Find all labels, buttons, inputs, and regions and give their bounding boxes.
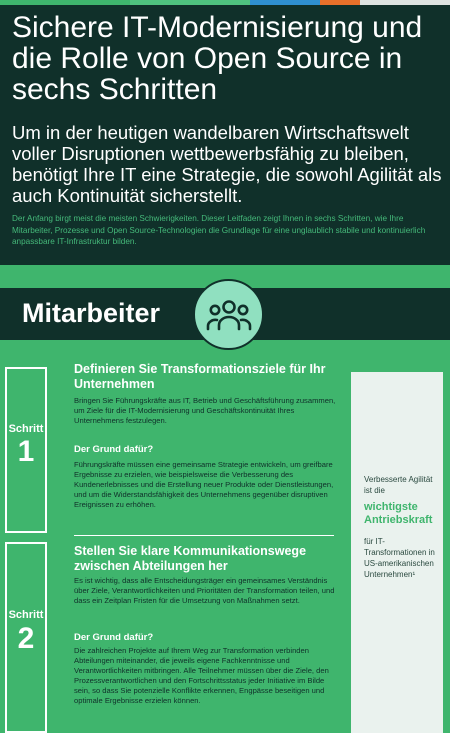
stat-card-intro: Verbesserte Agilität ist die (364, 475, 433, 495)
step-2-why-text: Die zahlreichen Projekte auf Ihrem Weg zur Transformation verbinden Abteilungen miteinander, die jeweils eigene Fachkenntnisse und Verantwortlichkeiten mitbringen. Alle Teilnehmer müssen über die Ziele, den Prozessverantwortlichen und den Fortschrittsstatus jeder Initiative im Bilde sein, so dass Sie potenzielle Konflikte erkennen, Engpässe beseitigen und optimale Ergebnisse erzielen können. (74, 646, 329, 705)
step-2-label: Schritt (8, 609, 44, 621)
step-1-why-text: Führungskräfte müssen eine gemeinsame Strategie entwickeln, um greifbare Ergebnisse zu erzielen, wie beispielsweise die Verbesserung des Kundenerlebnisses und die Erstellung neuer Produkte oder Dienstleistungen, und um die Widerstandsfähigkeit des Unternehmens gegenüber disruptiven Ereignissen zu erhöhen. (74, 460, 334, 509)
hero-intro: Der Anfang birgt meist die meisten Schwierigkeiten. Dieser Leitfaden zeigt Ihnen in sechs Schritten, wie Ihre Mitarbeiter, Prozesse und Open Source-Technologien die Grundlage für eine unglaublich stabile und kontinuierlich anpassbare IT-Infrastruktur bilden. (12, 214, 426, 246)
step-divider (74, 535, 334, 536)
step-2-why-heading: Der Grund dafür? (74, 632, 154, 643)
stat-card-detail: für IT-Transformationen in US-amerikanischen Unternehmen¹ (364, 537, 435, 579)
step-1-text: Bringen Sie Führungskräfte aus IT, Betrieb und Geschäftsführung zusammen, um Ziele für die IT-Modernisierung und Geschäftskontinuität Ihres Unternehmens festzulegen. (74, 396, 336, 425)
step-1-badge (5, 367, 47, 533)
people-icon (193, 279, 264, 350)
step-2-badge (5, 542, 47, 733)
step-1-title: Definieren Sie Transformationsziele für Ihr Unternehmen (74, 362, 326, 391)
hero-subtitle: Um in der heutigen wandelbaren Wirtschaftswelt voller Disruptionen wettbewerbsfähig zu bleiben, benötigt Ihre IT eine Strategie, die sowohl Agilität als auch Kontinuität sicherstellt. (12, 122, 442, 206)
step-2-number: 2 (17, 622, 35, 655)
section-title: Mitarbeiter (22, 298, 161, 328)
step-1-label: Schritt (8, 423, 44, 435)
step-2-title: Stellen Sie klare Kommunikationswege zwischen Abteilungen her (74, 544, 307, 573)
step-1-number: 1 (17, 435, 35, 468)
step-2-text: Es ist wichtig, dass alle Entscheidungsträger ein gemeinsames Verständnis über Ziele, Verantwortlichkeiten und Prioritäten der Transformation teilen, und dass ein Zeitplan Fristen für die Umsetzung von Maßnahmen setzt. (74, 576, 335, 605)
step-1-why-heading: Der Grund dafür? (74, 444, 154, 455)
stat-card-highlight: wichtigste Antriebskraft (364, 501, 433, 526)
page-title: Sichere IT-Modernisierung und die Rolle von Open Source in sechs Schritten (12, 11, 423, 106)
